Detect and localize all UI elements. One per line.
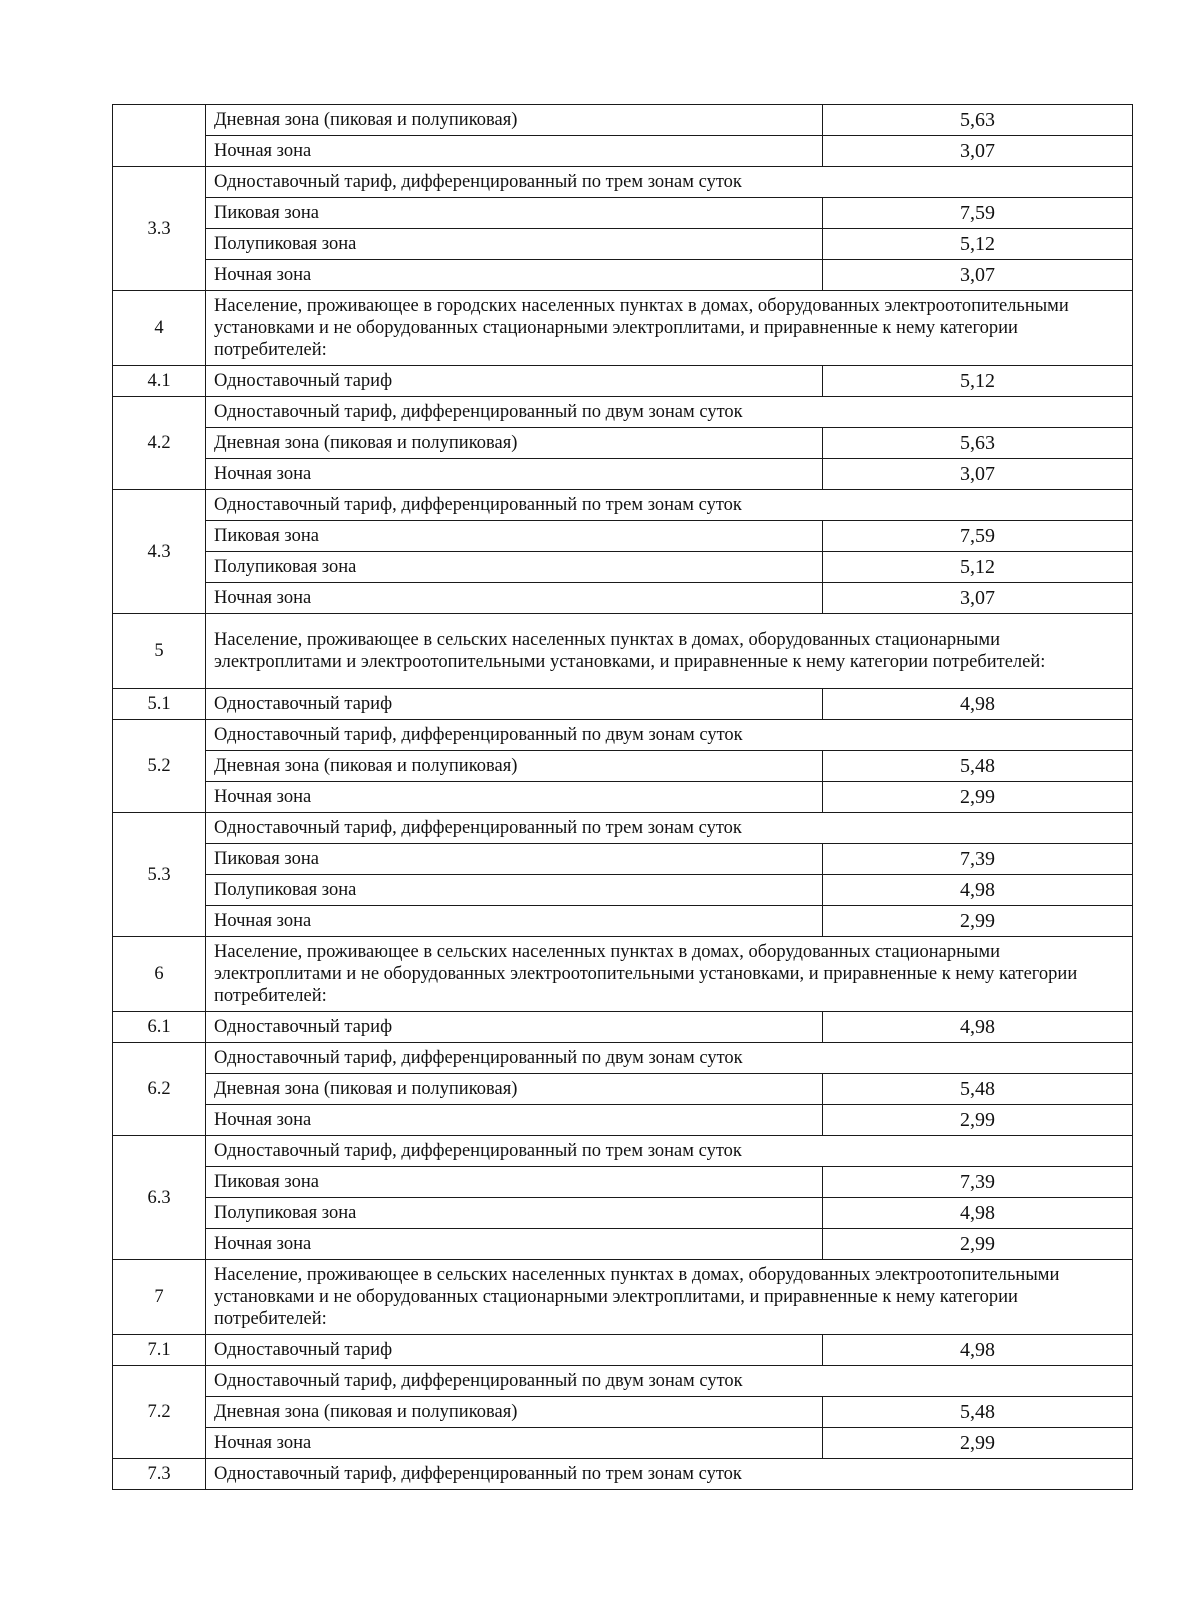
row-number: 6 (113, 937, 206, 1012)
tariff-label: Одноставочный тариф (206, 689, 823, 720)
category-description: Население, проживающее в сельских населенных пунктах в домах, оборудованных стационарными электроплитами и электроотопительными установками, и приравненные к нему категории потребителей: (206, 614, 1133, 689)
table-row (113, 813, 1133, 844)
tariff-heading: Одноставочный тариф, дифференцированный по двум зонам суток (206, 397, 1133, 428)
table-row (113, 1335, 1133, 1366)
table-row (113, 844, 1133, 875)
tariff-value: 5,48 (823, 1397, 1133, 1428)
tariff-value: 4,98 (823, 1012, 1133, 1043)
tariff-table (112, 104, 1133, 1490)
table-row (113, 1043, 1133, 1074)
tariff-heading: Одноставочный тариф, дифференцированный по трем зонам суток (206, 813, 1133, 844)
tariff-label: Полупиковая зона (206, 875, 823, 906)
row-number: 5.1 (113, 689, 206, 720)
table-row (113, 689, 1133, 720)
tariff-label: Одноставочный тариф (206, 366, 823, 397)
row-number: 7.3 (113, 1459, 206, 1490)
tariff-value: 5,48 (823, 1074, 1133, 1105)
table-row (113, 198, 1133, 229)
table-row (113, 1105, 1133, 1136)
row-number: 4.2 (113, 397, 206, 490)
table-row (113, 105, 1133, 136)
table-row (113, 167, 1133, 198)
tariff-label: Ночная зона (206, 136, 823, 167)
tariff-label: Ночная зона (206, 459, 823, 490)
tariff-label: Полупиковая зона (206, 1198, 823, 1229)
row-number: 7.2 (113, 1366, 206, 1459)
tariff-value: 3,07 (823, 260, 1133, 291)
table-row (113, 1260, 1133, 1335)
tariff-label: Дневная зона (пиковая и полупиковая) (206, 428, 823, 459)
table-row (113, 583, 1133, 614)
tariff-value: 2,99 (823, 906, 1133, 937)
tariff-label: Дневная зона (пиковая и полупиковая) (206, 105, 823, 136)
tariff-value: 4,98 (823, 689, 1133, 720)
tariff-label: Дневная зона (пиковая и полупиковая) (206, 1397, 823, 1428)
row-number: 7.1 (113, 1335, 206, 1366)
tariff-value: 2,99 (823, 1428, 1133, 1459)
table-row (113, 459, 1133, 490)
table-row (113, 552, 1133, 583)
category-description: Население, проживающее в сельских населенных пунктах в домах, оборудованных стационарными электроплитами и не оборудованных электроотопительными установками, и приравненные к нему категории потребителей: (206, 937, 1133, 1012)
table-row (113, 1136, 1133, 1167)
tariff-label: Пиковая зона (206, 1167, 823, 1198)
row-number: 5 (113, 614, 206, 689)
table-row (113, 136, 1133, 167)
table-row (113, 229, 1133, 260)
table-row (113, 751, 1133, 782)
row-number: 6.3 (113, 1136, 206, 1260)
tariff-label: Ночная зона (206, 782, 823, 813)
tariff-label: Ночная зона (206, 1428, 823, 1459)
table-row (113, 1229, 1133, 1260)
tariff-value: 4,98 (823, 1198, 1133, 1229)
row-number: 3.3 (113, 167, 206, 291)
tariff-heading: Одноставочный тариф, дифференцированный по трем зонам суток (206, 490, 1133, 521)
table-row (113, 1167, 1133, 1198)
table-row (113, 1074, 1133, 1105)
tariff-value: 7,39 (823, 1167, 1133, 1198)
table-row (113, 1012, 1133, 1043)
tariff-value: 4,98 (823, 1335, 1133, 1366)
tariff-value: 5,63 (823, 105, 1133, 136)
table-row (113, 490, 1133, 521)
tariff-value: 7,59 (823, 521, 1133, 552)
table-row (113, 1397, 1133, 1428)
category-description: Население, проживающее в городских населенных пунктах в домах, оборудованных электроотопительными установками и не оборудованных стационарными электроплитами, и приравненные к нему категории потребителей: (206, 291, 1133, 366)
tariff-label: Дневная зона (пиковая и полупиковая) (206, 751, 823, 782)
row-number (113, 105, 206, 167)
tariff-heading: Одноставочный тариф, дифференцированный по трем зонам суток (206, 1459, 1133, 1490)
table-row (113, 875, 1133, 906)
tariff-value: 3,07 (823, 583, 1133, 614)
category-description: Население, проживающее в сельских населенных пунктах в домах, оборудованных электроотопительными установками и не оборудованных стационарными электроплитами, и приравненные к нему категории потребителей: (206, 1260, 1133, 1335)
row-number: 7 (113, 1260, 206, 1335)
table-row (113, 260, 1133, 291)
tariff-heading: Одноставочный тариф, дифференцированный по двум зонам суток (206, 1043, 1133, 1074)
tariff-heading: Одноставочный тариф, дифференцированный по трем зонам суток (206, 1136, 1133, 1167)
table-row (113, 1428, 1133, 1459)
table-row (113, 937, 1133, 1012)
table-row (113, 1459, 1133, 1490)
tariff-value: 4,98 (823, 875, 1133, 906)
tariff-value: 2,99 (823, 782, 1133, 813)
row-number: 6.1 (113, 1012, 206, 1043)
tariff-label: Ночная зона (206, 1229, 823, 1260)
tariff-label: Пиковая зона (206, 521, 823, 552)
tariff-value: 7,59 (823, 198, 1133, 229)
table-row (113, 782, 1133, 813)
row-number: 4 (113, 291, 206, 366)
tariff-value: 3,07 (823, 136, 1133, 167)
tariff-label: Ночная зона (206, 260, 823, 291)
tariff-label: Одноставочный тариф (206, 1335, 823, 1366)
tariff-label: Полупиковая зона (206, 229, 823, 260)
table-row (113, 906, 1133, 937)
row-number: 4.1 (113, 366, 206, 397)
tariff-value: 2,99 (823, 1229, 1133, 1260)
tariff-heading: Одноставочный тариф, дифференцированный по двум зонам суток (206, 1366, 1133, 1397)
tariff-value: 2,99 (823, 1105, 1133, 1136)
tariff-label: Пиковая зона (206, 198, 823, 229)
tariff-value: 3,07 (823, 459, 1133, 490)
tariff-label: Ночная зона (206, 583, 823, 614)
tariff-label: Дневная зона (пиковая и полупиковая) (206, 1074, 823, 1105)
table-row (113, 614, 1133, 689)
tariff-label: Ночная зона (206, 1105, 823, 1136)
table-row (113, 1198, 1133, 1229)
tariff-label: Ночная зона (206, 906, 823, 937)
table-row (113, 366, 1133, 397)
tariff-value: 5,12 (823, 366, 1133, 397)
tariff-value: 5,63 (823, 428, 1133, 459)
tariff-label: Пиковая зона (206, 844, 823, 875)
table-row (113, 1366, 1133, 1397)
table-row (113, 720, 1133, 751)
tariff-heading: Одноставочный тариф, дифференцированный по трем зонам суток (206, 167, 1133, 198)
tariff-value: 7,39 (823, 844, 1133, 875)
row-number: 4.3 (113, 490, 206, 614)
tariff-label: Одноставочный тариф (206, 1012, 823, 1043)
tariff-value: 5,12 (823, 552, 1133, 583)
row-number: 5.2 (113, 720, 206, 813)
table-row (113, 397, 1133, 428)
table-row (113, 291, 1133, 366)
tariff-label: Полупиковая зона (206, 552, 823, 583)
tariff-value: 5,48 (823, 751, 1133, 782)
row-number: 6.2 (113, 1043, 206, 1136)
tariff-value: 5,12 (823, 229, 1133, 260)
table-row (113, 521, 1133, 552)
table-row (113, 428, 1133, 459)
tariff-heading: Одноставочный тариф, дифференцированный по двум зонам суток (206, 720, 1133, 751)
row-number: 5.3 (113, 813, 206, 937)
